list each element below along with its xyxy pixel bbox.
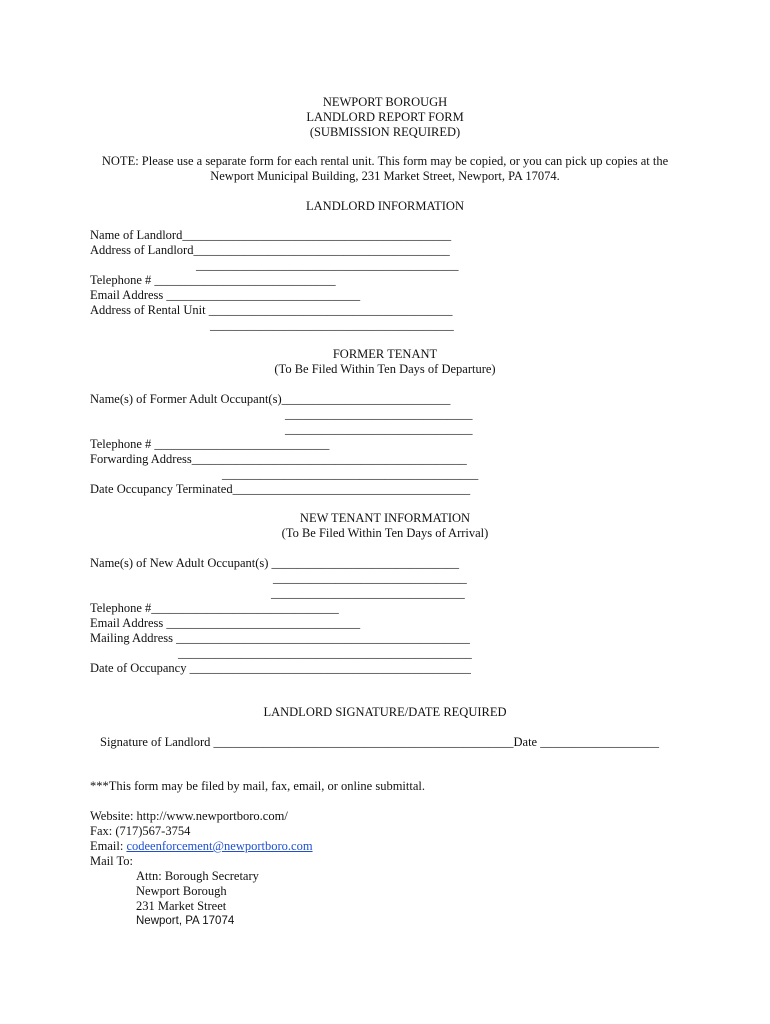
former-occupants-cont-field-1[interactable]: ______________________________ — [285, 407, 473, 421]
mail-street-line: 231 Market Street — [136, 899, 227, 913]
date-terminated-field[interactable]: Date Occupancy Terminated______________________________________ — [90, 482, 471, 496]
former-tenant-heading: FORMER TENANT — [332, 347, 438, 361]
header-submission-required: (SUBMISSION REQUIRED) — [309, 125, 461, 139]
landlord-telephone-field[interactable]: Telephone # _____________________________ — [90, 273, 336, 287]
landlord-address-cont-field[interactable]: __________________________________________ — [196, 258, 459, 272]
mailing-address-cont-field[interactable]: _______________________________________________ — [178, 646, 472, 660]
date-of-occupancy-field[interactable]: Date of Occupancy _____________________________________________ — [90, 661, 471, 675]
website-line: Website: http://www.newportboro.com/ — [90, 809, 288, 823]
new-tenant-heading: NEW TENANT INFORMATION — [299, 511, 471, 525]
rental-unit-address-field[interactable]: Address of Rental Unit _______________________________________ — [90, 303, 453, 317]
mail-to-label: Mail To: — [90, 854, 133, 868]
landlord-email-field[interactable]: Email Address _______________________________ — [90, 288, 361, 302]
filing-note: ***This form may be filed by mail, fax, email, or online submittal. — [90, 779, 425, 793]
header-form-title: LANDLORD REPORT FORM — [306, 110, 464, 124]
landlord-address-field[interactable]: Address of Landlord_________________________________________ — [90, 243, 450, 257]
signature-date-field[interactable]: Signature of Landlord ________________________________________________Date ___________________ — [100, 735, 659, 749]
note-line-1: NOTE: Please use a separate form for each rental unit. This form may be copied, or you can pick up copies at the — [101, 154, 669, 168]
former-occupants-cont-field-2[interactable]: ______________________________ — [285, 422, 473, 436]
forwarding-address-field[interactable]: Forwarding Address____________________________________________ — [90, 452, 467, 466]
rental-unit-address-cont-field[interactable]: _______________________________________ — [210, 318, 454, 332]
new-email-field[interactable]: Email Address _______________________________ — [90, 616, 361, 630]
landlord-info-heading: LANDLORD INFORMATION — [306, 199, 464, 213]
mailing-address-field[interactable]: Mailing Address _______________________________________________ — [90, 631, 470, 645]
fax-line: Fax: (717)567-3754 — [90, 824, 191, 838]
new-tenant-subheading: (To Be Filed Within Ten Days of Arrival) — [281, 526, 489, 540]
forwarding-address-cont-field[interactable]: _________________________________________ — [222, 467, 479, 481]
mail-borough-line: Newport Borough — [136, 884, 227, 898]
email-label: Email: — [90, 839, 127, 853]
former-telephone-field[interactable]: Telephone # ____________________________ — [90, 437, 330, 451]
header-borough: NEWPORT BOROUGH — [322, 95, 448, 109]
former-occupants-field[interactable]: Name(s) of Former Adult Occupant(s)___________________________ — [90, 392, 451, 406]
note-line-2: Newport Municipal Building, 231 Market Street, Newport, PA 17074. — [210, 169, 560, 183]
email-link[interactable]: codeenforcement@newportboro.com — [126, 839, 313, 853]
new-occupants-field[interactable]: Name(s) of New Adult Occupant(s) ______________________________ — [90, 556, 460, 570]
new-telephone-field[interactable]: Telephone #______________________________ — [90, 601, 339, 615]
signature-heading: LANDLORD SIGNATURE/DATE REQUIRED — [263, 705, 507, 719]
new-occupants-cont-field-2[interactable]: _______________________________ — [271, 586, 465, 600]
mail-attn-line: Attn: Borough Secretary — [136, 869, 259, 883]
new-occupants-cont-field-1[interactable]: _______________________________ — [273, 571, 467, 585]
mail-city-line: Newport, PA 17074 — [136, 915, 235, 927]
landlord-name-field[interactable]: Name of Landlord___________________________________________ — [90, 228, 452, 242]
email-line — [90, 839, 313, 854]
former-tenant-subheading: (To Be Filed Within Ten Days of Departure) — [274, 362, 496, 376]
